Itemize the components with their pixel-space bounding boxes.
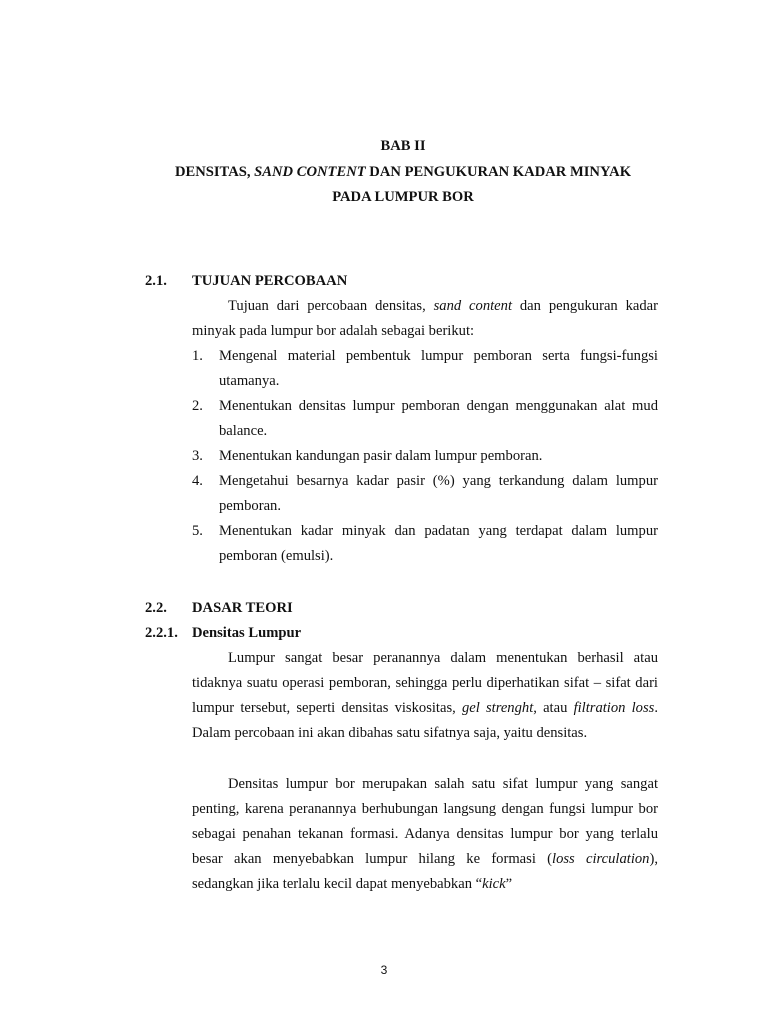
p2-text-a: Densitas lumpur bor merupakan salah satu sifat lumpur yang sangat penting, karena peranannya berhubungan langsung dengan fungsi lumpur bor sebagai penahan tekanan formasi. Adanya densitas lumpur bor yang terlalu besar akan menyebabkan lumpur hilang ke formasi ( — [192, 776, 658, 867]
list-item — [192, 394, 658, 444]
p2-text-b: ), sedangkan jika terlalu kecil dapat menyebabkan “ — [192, 851, 658, 892]
list-item — [192, 519, 658, 569]
section-2-2-number: 2.2. — [145, 600, 167, 616]
list-item — [192, 469, 658, 519]
chapter-title-line2: PADA LUMPUR BOR — [332, 189, 474, 205]
p1-text-b: , atau — [533, 700, 574, 716]
section-2-2-1-number: 2.2.1. — [145, 625, 178, 641]
title-part1: DENSITAS, — [174, 164, 255, 180]
list-item — [192, 444, 658, 469]
p2-text-c: ” — [505, 876, 513, 892]
section-2-2-1-heading: Densitas Lumpur — [192, 625, 302, 641]
list-item-number: 3. — [192, 448, 203, 464]
page-number: 3 — [380, 963, 388, 977]
p1-italic-1: gel strenght — [461, 700, 534, 716]
list-item-text: Mengenal material pembentuk lumpur pemboran serta fungsi-fungsi utamanya. — [219, 348, 658, 389]
section-2-2-heading: DASAR TEORI — [192, 600, 293, 616]
chapter-title-line1 — [120, 160, 686, 185]
section-2-1-intro — [192, 294, 658, 344]
title-part2: DAN PENGUKURAN KADAR MINYAK — [365, 164, 632, 180]
p2-italic-1: loss circulation — [552, 851, 650, 867]
list-item-number: 1. — [192, 348, 203, 364]
intro-text-a: Tujuan dari percobaan densitas, — [228, 298, 434, 314]
list-item-number: 2. — [192, 398, 203, 414]
section-2-1-heading: TUJUAN PERCOBAAN — [192, 273, 348, 289]
section-2-1-number: 2.1. — [145, 273, 167, 289]
intro-text-italic: sand content — [433, 298, 513, 314]
list-item-text: Menentukan densitas lumpur pemboran dengan menggunakan alat mud balance. — [219, 398, 658, 439]
list-item-text: Menentukan kandungan pasir dalam lumpur pemboran. — [219, 448, 543, 464]
list-item-number: 5. — [192, 523, 203, 539]
paragraph-2 — [192, 772, 658, 897]
list-item-text: Menentukan kadar minyak dan padatan yang terdapat dalam lumpur pemboran (emulsi). — [219, 523, 658, 564]
p1-italic-2: filtration loss — [573, 700, 655, 716]
p1-text-c: . Dalam percobaan ini akan dibahas satu sifatnya saja, yaitu densitas. — [192, 700, 658, 741]
objectives-list — [192, 344, 658, 569]
p2-italic-2: kick — [482, 876, 506, 892]
paragraph-1 — [192, 646, 658, 746]
p1-text-a: Lumpur sangat besar peranannya dalam menentukan berhasil atau tidaknya suatu operasi pemboran, sehingga perlu diperhatikan sifat – sifat dari lumpur tersebut, seperti densitas viskositas, — [192, 650, 658, 716]
list-item-number: 4. — [192, 473, 203, 489]
chapter-label: BAB II — [380, 138, 426, 154]
intro-text-b: dan pengukuran kadar minyak pada lumpur bor adalah sebagai berikut: — [192, 298, 658, 339]
list-item-text: Mengetahui besarnya kadar pasir (%) yang terkandung dalam lumpur pemboran. — [219, 473, 658, 514]
list-item — [192, 344, 658, 394]
title-italic: SAND CONTENT — [254, 164, 366, 180]
